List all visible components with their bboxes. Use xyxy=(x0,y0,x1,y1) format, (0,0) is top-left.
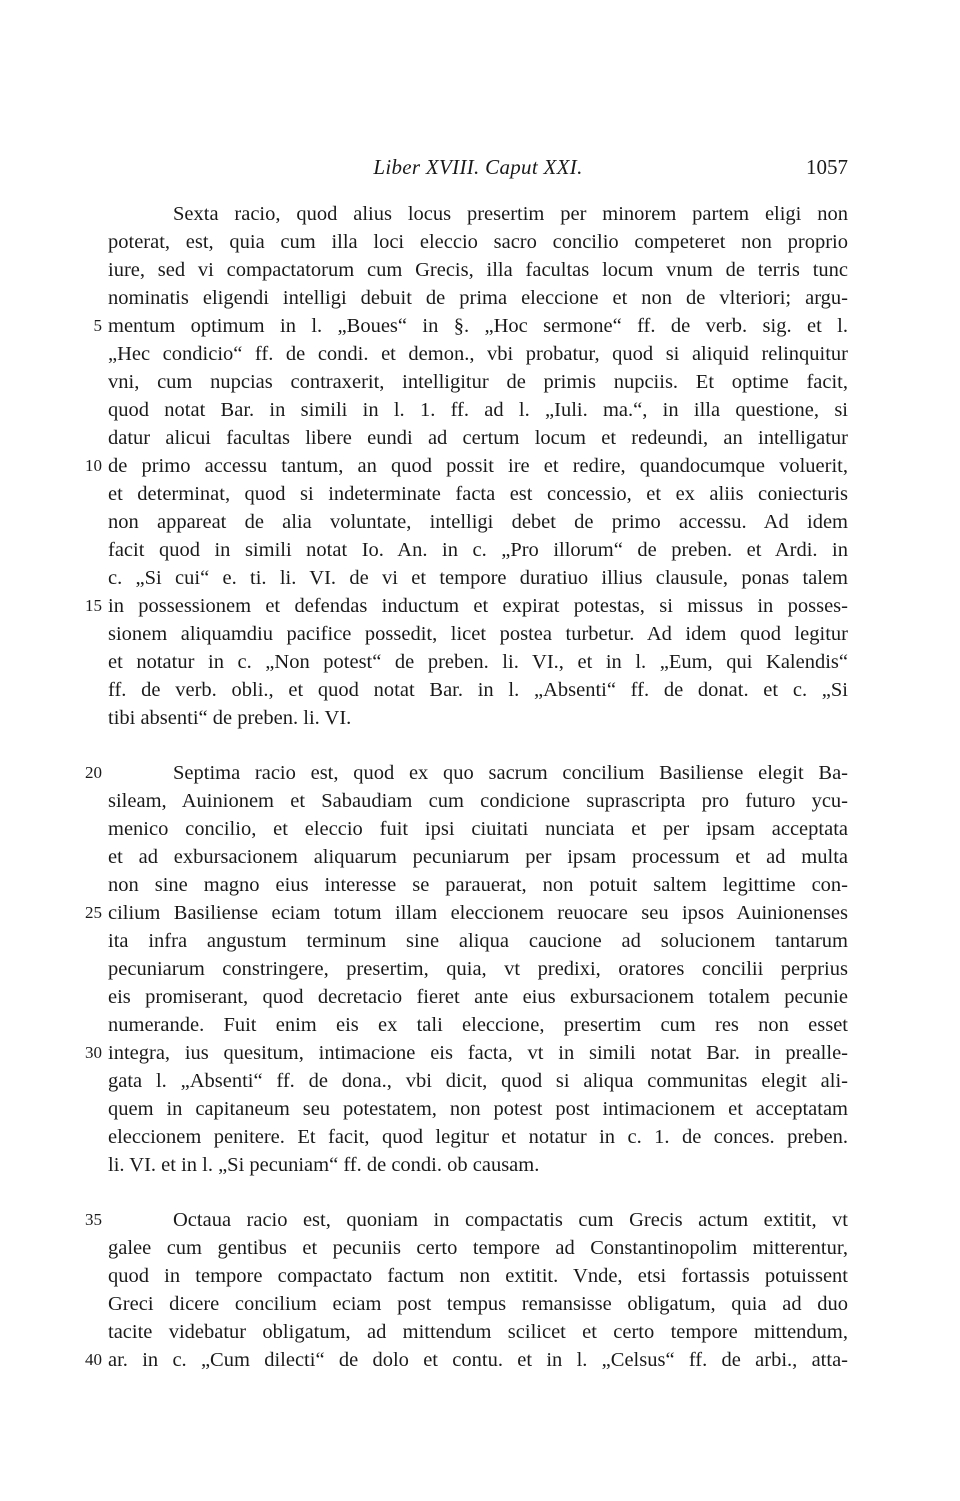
text-line: Greci dicere concilium eciam post tempus remansisse obligatum, quia ad duo xyxy=(108,1293,848,1315)
text-line: ff. de verb. obli., et quod notat Bar. in l. „Absenti“ ff. de donat. et c. „Si xyxy=(108,679,848,701)
text-line: nominatis eligendi intelligi debuit de prima eleccione et non de vlteriori; argu- xyxy=(108,287,848,309)
line-number: 5 xyxy=(93,316,102,335)
line-number: 30 xyxy=(85,1043,102,1062)
text-line: sileam, Auinionem et Sabaudiam cum condicione suprascripta pro futuro ycu- xyxy=(108,790,848,812)
text-line: numerande. Fuit enim eis ex tali eleccione, presertim cum res non esset xyxy=(108,1014,848,1036)
text-line: quod notat Bar. in simili in l. 1. ff. ad l. „Iuli. ma.“, in illa questione, si xyxy=(108,399,848,421)
text-line: galee cum gentibus et pecuniis certo tempore ad Constantinopolim mitterentur, xyxy=(108,1237,848,1259)
text-line: poterat, est, quia cum illa loci eleccio sacro concilio competeret non proprio xyxy=(108,231,848,253)
text-line: iure, sed vi compactatorum cum Grecis, illa facultas locum vnum de terris tunc xyxy=(108,259,848,281)
text-line: et determinat, quod si indeterminate facta est concessio, et ex aliis coniecturis xyxy=(108,483,848,505)
line-number: 15 xyxy=(85,596,102,615)
text-line: non sine magno eius interesse se parauerat, non potuit saltem legittime con- xyxy=(108,874,848,896)
text-line: integra, ius quesitum, intimacione eis facta, vt in simili notat Bar. in prealle- xyxy=(108,1042,848,1064)
text-line: ita infra angustum terminum sine aliqua caucione ad solucionem tantarum xyxy=(108,930,848,952)
text-line: in possessionem et defendas inductum et expirat potestas, si missus in posses- xyxy=(108,595,848,617)
text-line: pecuniarum constringere, presertim, quia, vt predixi, oratores concilii perprius xyxy=(108,958,848,980)
text-line: Octaua racio est, quoniam in compactatis cum Grecis actum extitit, vt xyxy=(173,1209,848,1231)
text-line: c. „Si cui“ e. ti. li. VI. de vi et tempore duratiuo illius clausule, ponas talem xyxy=(108,567,848,589)
line-number: 25 xyxy=(85,903,102,922)
text-line: et notatur in c. „Non potest“ de preben. li. VI., et in l. „Eum, qui Kalendis“ xyxy=(108,651,848,673)
text-line: tacite videbatur obligatum, ad mittendum scilicet et certo tempore mittendum, xyxy=(108,1321,848,1343)
page-number: 1057 xyxy=(806,155,848,179)
text-line: quod in tempore compactato factum non extitit. Vnde, etsi fortassis potuissent xyxy=(108,1265,848,1287)
text-line: non appareat de alia voluntate, intelligi debet de primo accessu. Ad idem xyxy=(108,511,848,533)
text-line: eleccionem penitere. Et facit, quod legitur et notatur in c. 1. de conces. preben. xyxy=(108,1126,848,1148)
page-header xyxy=(108,155,848,187)
text-line: „Hec condicio“ ff. de condi. et demon., vbi probatur, quod si aliquid relinquitur xyxy=(108,343,848,365)
text-line: ar. in c. „Cum dilecti“ de dolo et contu. et in l. „Celsus“ ff. de arbi., atta- xyxy=(108,1349,848,1371)
text-line: sionem aliquamdiu pacifice possedit, licet postea turbetur. Ad idem quod legitur xyxy=(108,623,848,645)
text-line: gata l. „Absenti“ ff. de dona., vbi dicit, quod si aliqua communitas elegit ali- xyxy=(108,1070,848,1092)
text-line: vni, cum nupcias contraxerit, intelligitur de primis nupciis. Et optime facit, xyxy=(108,371,848,393)
text-line: Septima racio est, quod ex quo sacrum concilium Basiliense elegit Ba- xyxy=(173,762,848,784)
line-number: 10 xyxy=(85,456,102,475)
text-line: quem in capitaneum seu potestatem, non potest post intimacionem et acceptatam xyxy=(108,1098,848,1120)
text-line: mentum optimum in l. „Boues“ in §. „Hoc sermone“ ff. de verb. sig. et l. xyxy=(108,315,848,337)
running-title: Liber XVIII. Caput XXI. xyxy=(373,155,583,179)
line-number: 35 xyxy=(85,1210,102,1229)
text-line: datur alicui facultas libere eundi ad certum locum et redeundi, an intelligatur xyxy=(108,427,848,449)
text-line: li. VI. et in l. „Si pecuniam“ ff. de condi. ob causam. xyxy=(108,1154,540,1176)
text-line: tibi absenti“ de preben. li. VI. xyxy=(108,707,352,729)
text-line: cilium Basiliense eciam totum illam eleccionem reuocare seu ipsos Auinionenses xyxy=(108,902,848,924)
text-line: de primo accessu tantum, an quod possit ire et redire, quandocumque voluerit, xyxy=(108,455,848,477)
line-number: 20 xyxy=(85,763,102,782)
text-line: facit quod in simili notat Io. An. in c. „Pro illorum“ de preben. et Ardi. in xyxy=(108,539,848,561)
line-number: 40 xyxy=(85,1350,102,1369)
text-line: Sexta racio, quod alius locus presertim per minorem partem eligi non xyxy=(173,203,848,225)
text-line: eis promiserant, quod decretacio fieret ante eius exbursacionem totalem pecunie xyxy=(108,986,848,1008)
text-line: et ad exbursacionem aliquarum pecuniarum per ipsam processum et ad multa xyxy=(108,846,848,868)
text-line: menico concilio, et eleccio fuit ipsi ciuitati nunciata et per ipsam acceptata xyxy=(108,818,848,840)
